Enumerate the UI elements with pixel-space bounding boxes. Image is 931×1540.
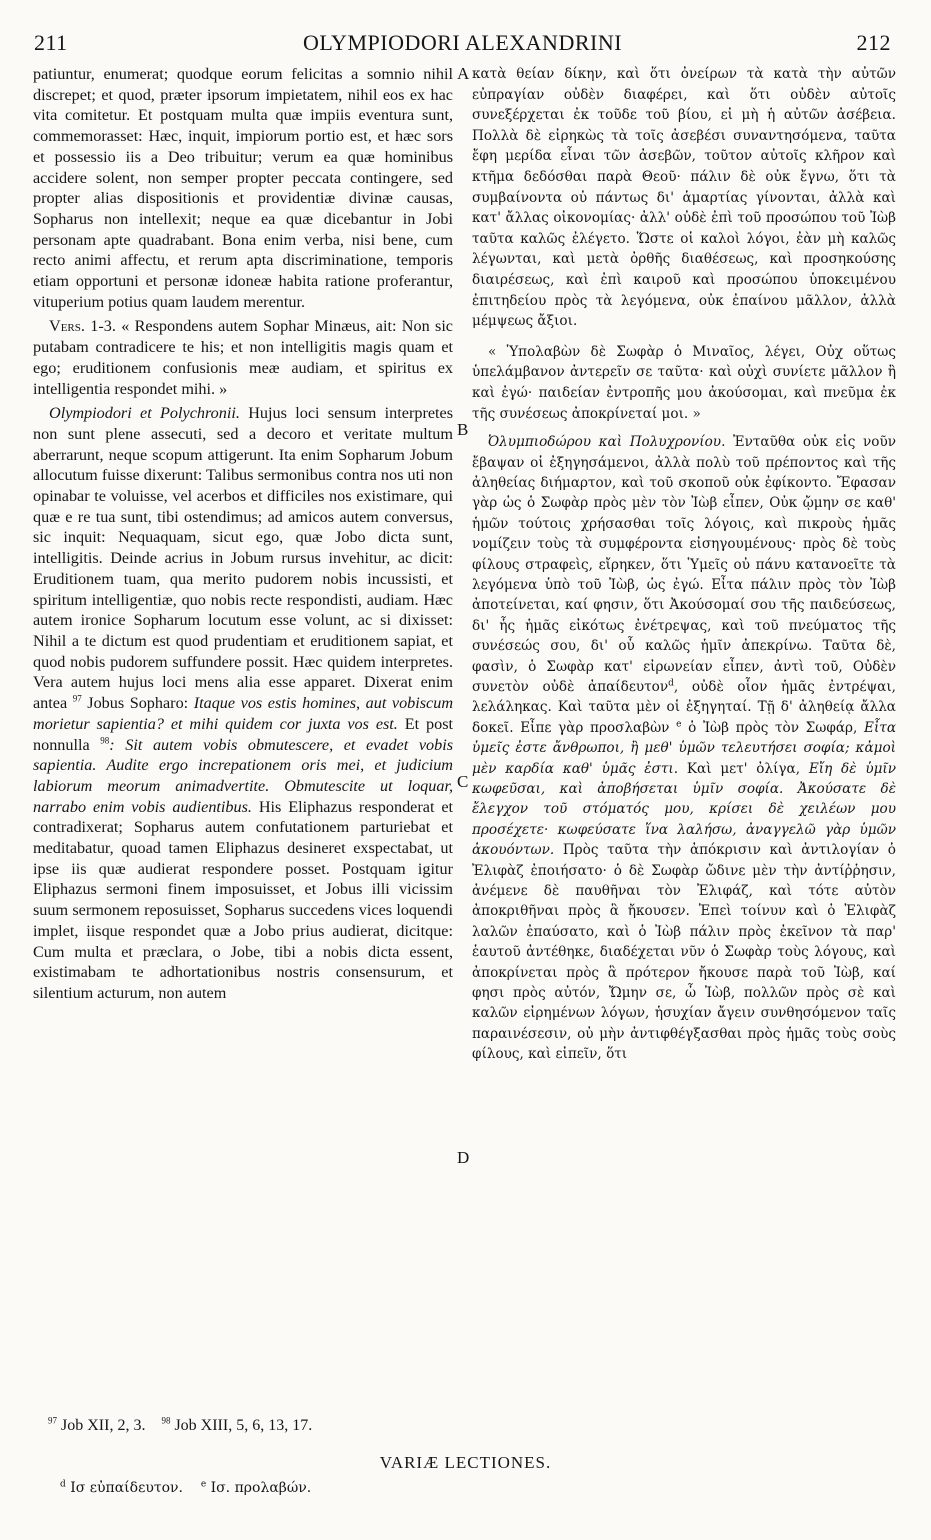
footnote-text-97: Job XII, 2, 3. <box>61 1417 146 1434</box>
latin-commentary-text-1: Hujus loci sensum interpretes non sunt plene assecuti, sed a decoro et veritate multum aberrarunt, neque scopum attigerunt. Ita enim Sopharum Jobum allocutum fuisse dixerunt: Talibus sermonibus contra nos uti non opinabar te voluisse, vel acerbos et difficiles nos existimare, qui quæ e re tua sunt, tibi ostendimus; ad amicos autem conversus, sic inquit: Nequaquam, sicut ego, quæ Jobo dicta sunt, intelligitis. Deinde acrius in Jobum rursus invehitur, ac dicit: Eruditionem tuam, qua merito pudorem nobis incussisti, et spiritum intelligentiæ, quo nobis recte respondisti, audiam. Hæc autem ironice Sopharum locutum esse volunt, ac si dixisset: Nihil a te dictum est quod prudentiam et eruditionem sapiat, et quod nobis pudorem suffundere possit. Hæc quidem interpretes. Vera autem hujus loci mens alia esse apparet. Dixerat enim antea <box>33 404 453 713</box>
variant-text-e: Ισ. προλαβών. <box>210 1480 312 1496</box>
latin-commentary <box>33 403 453 1003</box>
footnote-mark-98: 98 <box>161 1415 171 1426</box>
greek-quote-2: Εἴη δὲ ὑμῖν κωφεῦσαι, καὶ ἀποβήσεται ὑμῖν σοφία. Ἀκούσατε δὲ ἔλεγχον τοῦ στόματός μου, κρίσει δὲ χειλέων μου προσέχετε· κωφεύσατε ἵνα λαλήσω, ἀναγγελῶ γὰρ ὑμῶν ἀκουόντων. <box>472 760 897 859</box>
margin-letter-b: B <box>457 420 469 439</box>
page-number-right: 212 <box>856 30 891 55</box>
variant-ref-e[interactable]: e <box>676 719 682 730</box>
latin-commentary-text-2: Jobus Sopharo: <box>87 694 189 713</box>
footnote-mark-97: 97 <box>48 1415 57 1426</box>
running-title: OLYMPIODORI ALEXANDRINI <box>302 30 623 55</box>
variant-mark-d: d <box>60 1479 66 1490</box>
latin-paragraph-1: patiuntur, enumerat; quodque eorum felicitas a somnio nihil discrepet; et quod, præter ipsorum impietatem, nihil eos ex hac vita comitetur. Et postquam multa quæ impiis eventura sunt, commemorasset: Hæc, inquit, impiorum portio est, et hæc sors et possessio iis a Deo tribuitur; verum ea quæ hominibus accidere solent, non semper propter peccata contingere, sed propter alias dispositionis et providentiæ divinæ causas, Sopharus non intellexit; neque ea quæ dicebantur in Jobi personam apte quadrabant. Bona enim verba, nisi bene, cum recto animi affectu, et rerum apta discriminatione, temporis etiam opportuni et personæ idoneæ habita ratione proferantur, vituperium potius quam laudem merentur. <box>33 65 453 311</box>
page-header <box>34 30 891 62</box>
page-number-left: 211 <box>34 30 68 55</box>
greek-column <box>472 64 896 1065</box>
greek-commentary-text-3: ὁ Ἰὼβ πρὸς τὸν Σωφάρ, <box>688 719 858 736</box>
latin-commentary-label: Olympiodori et Polychronii. <box>49 404 240 423</box>
variant-ref-d[interactable]: d <box>668 678 674 689</box>
greek-verse-text: « Ὑπολαβὼν δὲ Σωφὰρ ὁ Μιναῖος, λέγει, Οὐχ οὕτως ὑπελάμβανον ἀντερεῖν σε ταῦτα· καὶ οὐχὶ συνίετε μᾶλλον ἢ καὶ ἐγώ· παιδείαν ἐντροπῆς μου ἀκούσομαι, καὶ πνεῦμα ἐκ τῆς συνέσεως ἀποκρίνεταί μοι. » <box>472 343 896 422</box>
latin-column <box>33 64 453 1004</box>
latin-verse-text: « Respondens autem Sophar Minæus, ait: Non sic putabam contradicere te his; et non intelligitis magis quam et ego; eruditionem confusionis meæ audiam, et spiritus ex intelligentia respondet mihi. » <box>33 317 453 398</box>
greek-commentary-text-4: Καὶ μετ' ὀλίγα, <box>686 760 801 777</box>
margin-letter-c: C <box>457 772 469 791</box>
variae-lectiones <box>60 1480 311 1496</box>
footnote-ref-97[interactable]: 97 <box>72 693 82 704</box>
greek-commentary-label: Ὀλυμπιοδώρου καὶ Πολυχρονίου. <box>488 434 726 451</box>
greek-quote-1: Εἶτα ὑμεῖς ἐστε ἄνθρωποι, ἢ μεθ' ὑμῶν τελευτήσει σοφία; κἀμοὶ μὲν καρδία καθ' ὑμᾶς ἐστι. <box>472 719 897 777</box>
greek-paragraph-1: κατὰ θείαν δίκην, καὶ ὅτι ὀνείρων τὰ κατὰ τὴν αὐτῶν εὐπραγίαν οὐδὲν διαφέρει, καὶ ὅτι οὐδὲν αὐτοῖς συνεξέρχεται ἐκ τοῦδε τοῦ βίου, εἰ μὴ ἡ αὐτῶν ἀσέβεια. Πολλὰ δὲ εἰρηκὼς τὰ τοῖς ἀσεβέσι συναντησόμενα, ταῦτα ἔφη μερίδα εἶναι τῶν ἀσεβῶν, τοῦτον αὐτοῖς κλῆρον καὶ κτῆμα δεδόσθαι παρὰ Θεοῦ· πάλιν δὲ οὐκ ἔγνω, ὅτι τὰ συμβαίνοντα οὐ πάντως δι' ἁμαρτίας γίνονται, ἀλλὰ καὶ κατ' ἄλλας οἰκονομίας· ἀλλ' οὐδὲ ἐπὶ τοῦ προσώπου τοῦ Ἰὼβ ταῦτα καλῶς ἐλέγετο. Ὥστε οἱ καλοὶ λόγοι, ἐὰν μὴ καλῶς λέγωνται, καὶ μετὰ ὀρθῆς διαθέσεως, καὶ προσηκούσης διαιρέσεως, καὶ ἐπὶ καιροῦ καὶ προσώπου ὑποκειμένου ἐπιτηδείου πρὸς τὰ λεγόμενα, οὐκ ἐπαίνου μᾶλλον, ἀλλὰ μέμψεως ἄξιοι. <box>472 66 896 330</box>
latin-quote-1: Itaque vos estis homines, aut vobiscum morietur sapientia? et mihi quidem cor juxta vos est. <box>33 694 454 733</box>
variae-lectiones-title: VARIÆ LECTIONES. <box>379 1453 552 1472</box>
variant-mark-e: e <box>200 1479 207 1490</box>
margin-letter-a: A <box>457 64 470 83</box>
latin-quote-2: : Sit autem vobis obmutescere, et evadet vobis sapientia. Audite ergo increpationem oris mei, et judicium labiorum meorum animadvertite. Obmutescite ut loquar, narrabo enim vobis audientibus. <box>33 735 454 816</box>
greek-commentary <box>472 432 896 1065</box>
greek-commentary-text-1: Ἐνταῦθα οὐκ εἰς νοῦν ἔβαψαν οἱ ἐξηγησάμενοι, ἀλλὰ πολὺ τοῦ πρέποντος καὶ τῆς ἀληθείας διήμαρτον, καὶ τοῦ σκοποῦ οὐκ ἐφίκοντο. Ἔφασαν γὰρ ὡς ὁ Σωφὰρ πρὸς μὲν τὸν Ἰὼβ εἶπεν, Οὐκ ᾤμην σε καθ' ἡμῶν τούτοις χρήσασθαι τοῖς λόγοις, καὶ πικροὺς ἡμᾶς νομίζειν τοὺς τὰ συμφέροντα εἰσηγουμένους· πρὸς δὲ τοὺς φίλους στραφεὶς, εἴρηκεν, ὅτι Ὑμεῖς οὐ πάνυ κατανοεῖτε τὰ λεγόμενα ὑπὸ τοῦ Ἰὼβ, ὡς ἐγώ. Εἶτα πάλιν πρὸς τὸν Ἰὼβ ἀποτείνεται, καί φησιν, ὅτι Ἀκούσομαί σου τῆς παιδεύσεως, δι' ἧς ἡμᾶς εἰκότως ἐνέτρεψας, καὶ τοῦ πνεύματος τῆς συνέσεώς σου, δι' οὗ καλῶς ἡμῖν ἀπεκρίνω. Ταῦτα δὲ, φασὶν, ὁ Σωφὰρ κατ' εἰρωνείαν εἶπεν, ἀντὶ τοῦ, Οὐδὲν συνετὸν οὐδὲ ἀπαίδευτον <box>472 434 897 695</box>
footnotes <box>48 1417 312 1435</box>
margin-letter-d: D <box>457 1148 470 1167</box>
latin-commentary-text-3: Et post nonnulla <box>33 714 453 754</box>
footnote-ref-98[interactable]: 98 <box>100 735 110 746</box>
latin-commentary-text-4: His Eliphazus responderat et contradixerat; Sopharus autem confutationem parturiebat et meditabatur, quoad tamen Eliphazus desineret exspectabat, ut ipse iis quæ audierat respondere posset. Postquam igitur Eliphazus sermoni finem imposuisset, et Jobus illi vicissim suum sermonem reposuisset, Sopharus succedens vices loquendi implet, iisque respondet quæ a Jobo prius audierat, dicitque: Cum multa et præclara, o Jobe, tibi a nobis dicta essent, existimabam te adhortationibus nostris consensurum, et silentium acturum, non autem <box>33 797 454 1002</box>
variant-text-d: Ισ εὐπαίδευτον. <box>70 1480 183 1496</box>
greek-commentary-text-2: , οὐδὲ οἷον ἡμᾶς ἐντρέψαι, λελάληκας. Καὶ ταῦτα μὲν οἱ ἐξηγηταί. Τῇ δ' ἀληθείᾳ ἄλλα δοκεῖ. Εἶπε γὰρ προσλαβὼν <box>472 678 896 736</box>
footnote-text-98: Job XIII, 5, 6, 13, 17. <box>174 1417 313 1434</box>
latin-verse-label: Vers. 1-3. <box>49 317 116 336</box>
latin-verse-block <box>33 316 453 399</box>
greek-commentary-text-5: Πρὸς ταῦτα τὴν ἀπόκρισιν καὶ ἀντιλογίαν ὁ Ἐλιφὰζ ἐποιήσατο· ὁ δὲ Σωφὰρ ὤδινε μὲν τὴν ἀντίῤῥησιν, ἀνέμενε δὲ παυθῆναι τὸν Ἐλιφάζ, καὶ τότε αὐτὸν ἀποκριθῆναι πρὸς ἃ ἤκουσεν. Ἐπεὶ τοίνυν καὶ ὁ Ἐλιφὰζ λαλῶν ἐπαύσατο, καὶ ὁ Ἰὼβ πάλιν πρὸς ἐκεῖνον τὰ παρ' ἑαυτοῦ ἀντέθηκε, διαδέχεται νῦν ὁ Σωφὰρ τοὺς λόγους, καὶ ἀποκρίνεται πρὸς ἃ πρότερον ἤκουσε παρὰ τοῦ Ἰὼβ, καί φησι πρὸς αὐτόν, Ὤμην σε, ὦ Ἰὼβ, πολλῶν πρὸς σὲ καὶ καλῶν εἰρημένων λόγων, ἡσυχίαν ἄγειν συνθησόμενον ταῖς παραινέσεσιν, οὐ μὴν ἀντιφθέγξασθαι πρὸς ἡμᾶς τοὺς σοὺς φίλους, καὶ εἰπεῖν, ὅτι <box>472 842 896 1063</box>
